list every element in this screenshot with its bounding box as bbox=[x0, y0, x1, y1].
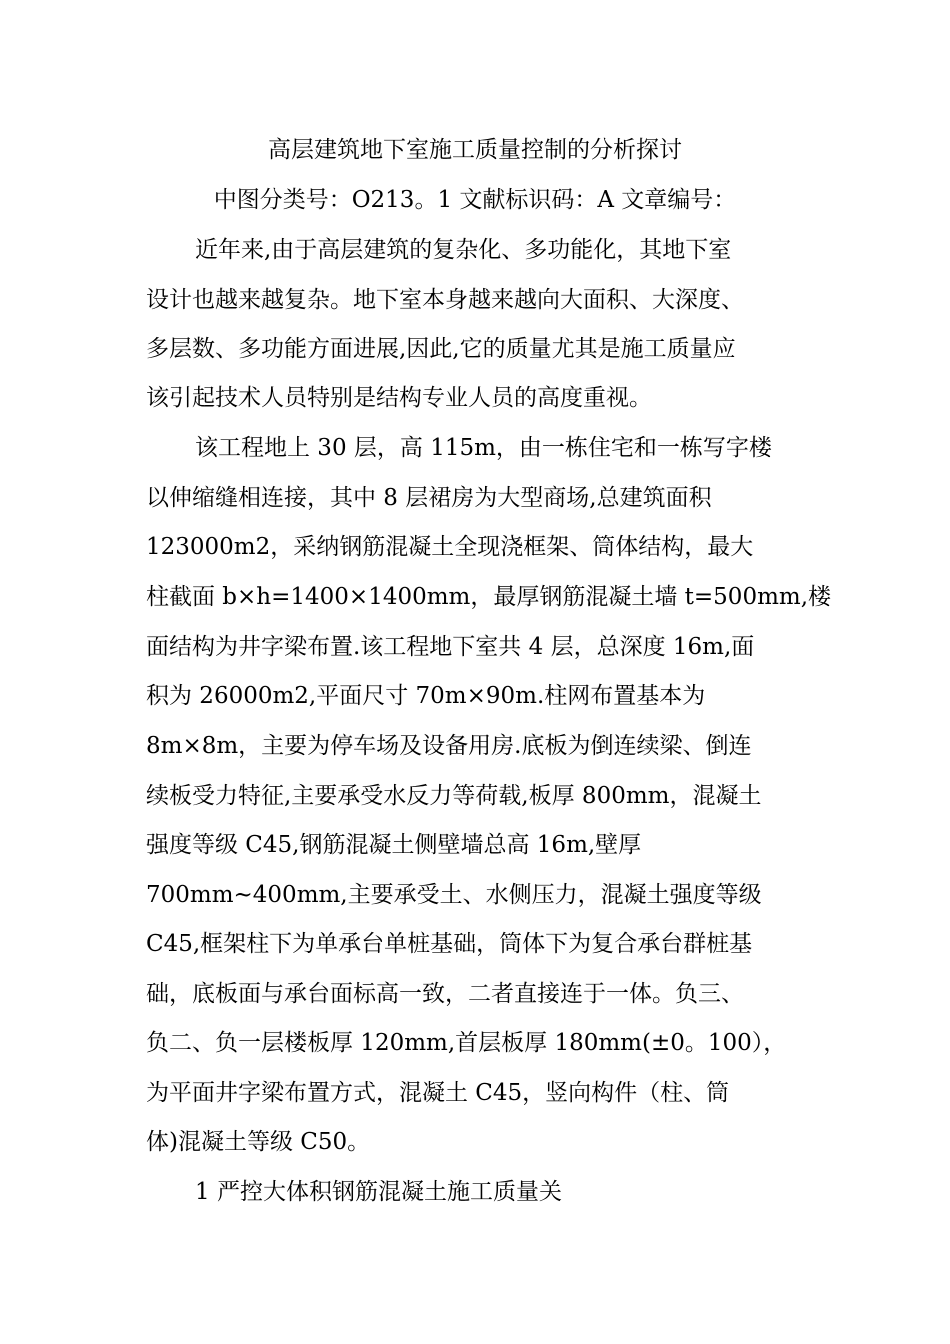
paragraph-line: 积为 26000m2,平面尺寸 70m×90m.柱网布置基本为 bbox=[146, 683, 706, 709]
paragraph-line: 设计也越来越复杂。地下室本身越来越向大面积、大深度、 bbox=[146, 287, 744, 313]
paragraph-line: 负二、负一层楼板厚 120mm,首层板厚 180mm(±0。100）， bbox=[146, 1030, 787, 1056]
paragraph-line: C45,框架柱下为单承台单桩基础，筒体下为复合承台群桩基 bbox=[146, 931, 753, 957]
paragraph-line: 近年来,由于高层建筑的复杂化、多功能化，其地下室 bbox=[195, 237, 732, 263]
paragraph-line: 体)混凝土等级 C50。 bbox=[146, 1129, 371, 1155]
paragraph-line: 多层数、多功能方面进展,因此,它的质量尤其是施工质量应 bbox=[146, 336, 736, 362]
paragraph-line: 为平面井字梁布置方式，混凝土 C45，竖向构件（柱、筒 bbox=[146, 1080, 730, 1106]
paragraph-line: 该引起技术人员特别是结构专业人员的高度重视。 bbox=[146, 385, 652, 411]
paragraph-line: 8m×8m，主要为停车场及设备用房.底板为倒连续梁、倒连 bbox=[146, 733, 752, 759]
classification-line: 中图分类号：O213。1 文献标识码：A 文章编号： bbox=[213, 187, 737, 213]
document-title: 高层建筑地下室施工质量控制的分析探讨 bbox=[268, 137, 682, 163]
section-heading: 1 严控大体积钢筋混凝土施工质量关 bbox=[195, 1179, 562, 1205]
paragraph-line: 强度等级 C45,钢筋混凝土侧壁墙总高 16m,壁厚 bbox=[146, 832, 642, 858]
paragraph-line: 面结构为井字梁布置.该工程地下室共 4 层，总深度 16m,面 bbox=[146, 634, 755, 660]
paragraph-line: 以伸缩缝相连接，其中 8 层裙房为大型商场,总建筑面积 bbox=[146, 485, 712, 511]
paragraph-line: 础，底板面与承台面标高一致，二者直接连于一体。负三、 bbox=[146, 981, 744, 1007]
paragraph-line: 续板受力特征,主要承受水反力等荷载,板厚 800mm，混凝土 bbox=[146, 783, 762, 809]
paragraph-line: 柱截面 b×h=1400×1400mm，最厚钢筋混凝土墙 t=500mm,楼 bbox=[146, 584, 832, 610]
paragraph-line: 700mm~400mm,主要承受土、水侧压力，混凝土强度等级 bbox=[146, 882, 762, 908]
paragraph-line: 123000m2，采纳钢筋混凝土全现浇框架、筒体结构，最大 bbox=[146, 534, 754, 560]
paragraph-line: 该工程地上 30 层，高 115m，由一栋住宅和一栋写字楼 bbox=[195, 435, 772, 461]
